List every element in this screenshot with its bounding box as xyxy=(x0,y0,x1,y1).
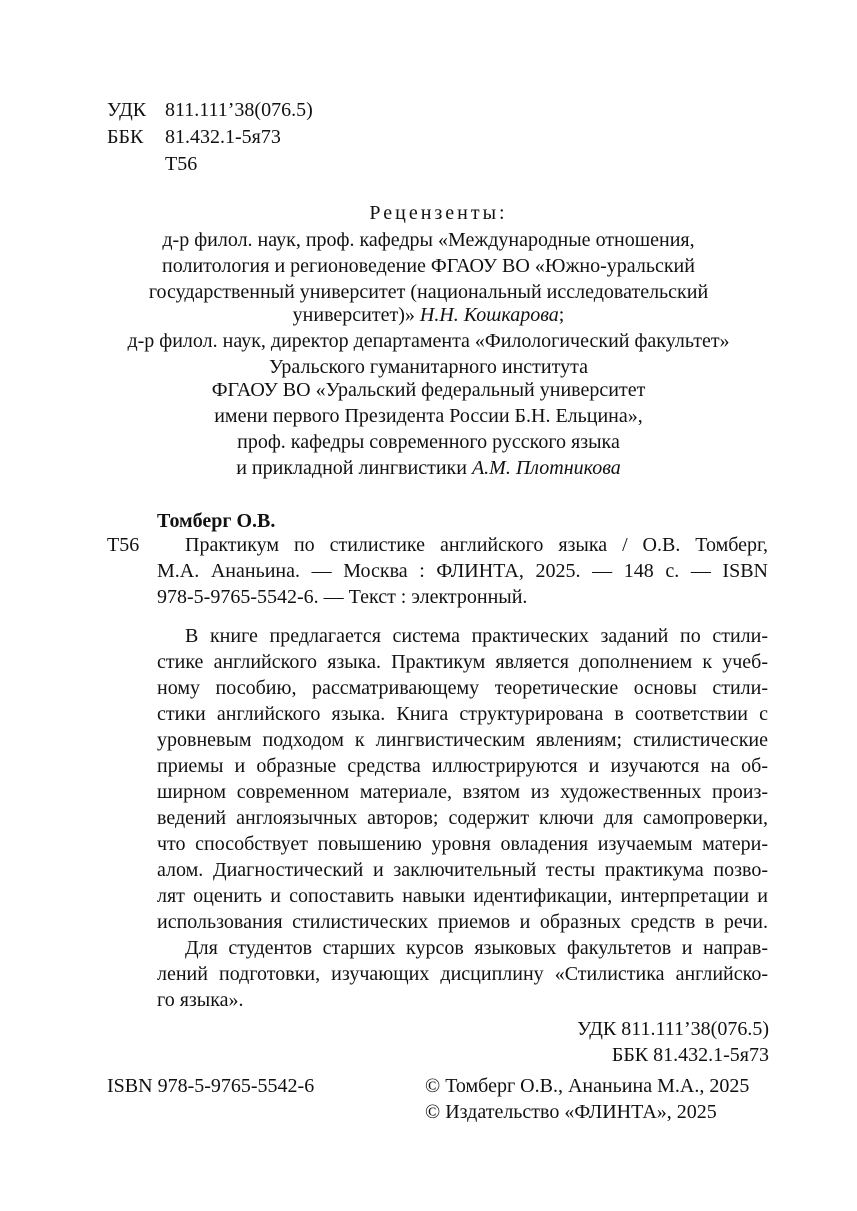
reviewer1-line4 xyxy=(0,302,857,328)
bbk-line xyxy=(107,124,281,150)
abstract-p1-line: уровневым подходом к лингвистическим явлениям; стилистические xyxy=(157,729,768,751)
abstract-p1-line: ведений англоязычных авторов; содержит ключи для самопроверки, xyxy=(157,807,768,829)
reviewer2-line1: д-р филол. наук, директор департамента «Филологический факультет» xyxy=(127,330,730,352)
abstract-p1-line: стики английского языка. Книга структурирована в соответствии с xyxy=(157,703,768,725)
footer-udk: УДК 811.111’38(076.5) xyxy=(577,1018,769,1040)
bib-line3: 978-5-9765-5542-6. — Текст : электронный. xyxy=(157,586,528,608)
abstract-p2-line: лений подготовки, изучающих дисциплину «Стилистика английско- xyxy=(157,963,768,985)
abstract-p1-line: В книге предлагается система практических заданий по стили- xyxy=(185,625,768,647)
reviewer1-line3: государственный университет (национальный исследовательский xyxy=(148,281,709,303)
bib-line2: М.А. Ананьина. — Москва : ФЛИНТА, 2025. — 148 с. — ISBN xyxy=(157,560,768,582)
bbk-label: ББК xyxy=(107,126,144,148)
abstract-p1-line: алом. Диагностический и заключительный тесты практикума позво- xyxy=(157,859,768,881)
footer-bbk: ББК 81.432.1-5я73 xyxy=(611,1044,769,1066)
udk-line xyxy=(107,97,313,123)
abstract-p1-line: использования стилистических приемов и образных средств в речи. xyxy=(157,911,768,933)
reviewer1-line2: политология и регионоведение ФГАОУ ВО «Южно-уральский xyxy=(162,255,695,277)
reviewer2-line2: Уральского гуманитарного института xyxy=(269,356,588,378)
copyright-authors: © Томберг О.В., Ананьина М.А., 2025 xyxy=(425,1075,750,1097)
abstract-p1-line: приемы и образные средства иллюстрируются и изучаются на об- xyxy=(157,755,768,777)
udk-label: УДК xyxy=(107,99,147,121)
reviewer2-line6 xyxy=(0,455,857,481)
reviewer2-line5: проф. кафедры современного русского языка xyxy=(237,431,620,453)
reviewer2-name: А.М. Плотникова xyxy=(471,457,621,479)
copyright-publisher: © Издательство «ФЛИНТА», 2025 xyxy=(425,1101,717,1123)
bbk-value: 81.432.1-5я73 xyxy=(165,126,281,148)
abstract-p1-line: лят оценить и сопоставить навыки идентификации, интерпретации и xyxy=(157,885,768,907)
udk-value: 811.111’38(076.5) xyxy=(165,99,313,121)
isbn: ISBN 978-5-9765-5542-6 xyxy=(107,1075,315,1097)
abstract-p2-line: го языка». xyxy=(157,989,244,1011)
author-heading: Томберг О.В. xyxy=(157,510,276,532)
reviewer1-name: Н.Н. Кошкарова xyxy=(419,304,559,326)
abstract-p1-line: что способствует повышению уровня овладения изучаемым матери- xyxy=(157,833,768,855)
reviewer2-affil-end: и прикладной лингвистики xyxy=(236,457,472,479)
reviewers-heading: Рецензенты: xyxy=(369,202,508,224)
abstract-p1-line: стике английского языка. Практикум является дополнением к учеб- xyxy=(157,651,768,673)
bib-line1: Практикум по стилистике английского языка / О.В. Томберг, xyxy=(185,534,768,556)
reviewer1-punct: ; xyxy=(558,304,565,326)
reviewer2-line3: ФГАОУ ВО «Уральский федеральный университет xyxy=(211,379,646,401)
reviewer2-line4: имени первого Президента России Б.Н. Ельцина», xyxy=(214,405,643,427)
bib-author-sign: Т56 xyxy=(107,534,140,556)
reviewer1-affil-end: университет)» xyxy=(292,304,420,326)
reviewer1-line1: д-р филол. наук, проф. кафедры «Международные отношения, xyxy=(162,229,695,251)
author-sign: Т56 xyxy=(165,153,198,175)
abstract-p1-line: ширном современном материале, взятом из художественных произ- xyxy=(157,781,768,803)
abstract-p2-line: Для студентов старших курсов языковых факультетов и направ- xyxy=(185,937,768,959)
abstract-p1-line: ному пособию, рассматривающему теоретические основы стили- xyxy=(157,677,768,699)
